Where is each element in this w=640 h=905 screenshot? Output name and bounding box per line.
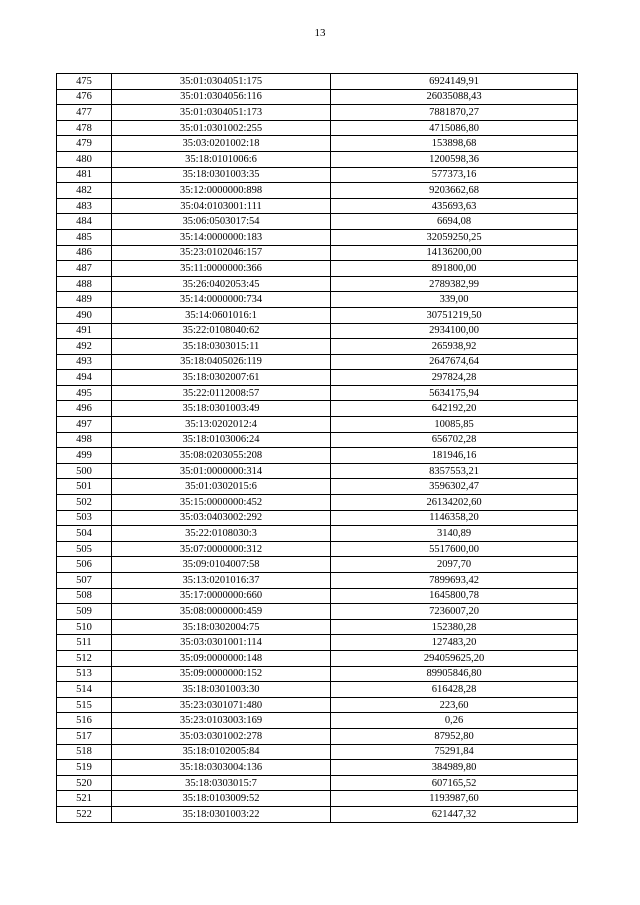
table-row bbox=[57, 791, 578, 807]
table-row bbox=[57, 650, 578, 666]
cadastral-number-cell: 35:18:0302004:75 bbox=[112, 619, 331, 635]
cadastral-number-cell: 35:09:0000000:152 bbox=[112, 666, 331, 682]
table-row bbox=[57, 666, 578, 682]
cadastral-number-cell: 35:03:0201002:18 bbox=[112, 136, 331, 152]
table-row bbox=[57, 760, 578, 776]
table-row bbox=[57, 495, 578, 511]
row-number-cell: 521 bbox=[57, 791, 112, 807]
table-row bbox=[57, 526, 578, 542]
value-cell: 7899693,42 bbox=[331, 573, 578, 589]
value-cell: 14136200,00 bbox=[331, 245, 578, 261]
row-number-cell: 494 bbox=[57, 370, 112, 386]
row-number-cell: 475 bbox=[57, 74, 112, 90]
cadastral-number-cell: 35:15:0000000:452 bbox=[112, 495, 331, 511]
cadastral-number-cell: 35:12:0000000:898 bbox=[112, 183, 331, 199]
cadastral-number-cell: 35:06:0503017:54 bbox=[112, 214, 331, 230]
cadastral-number-cell: 35:18:0103009:52 bbox=[112, 791, 331, 807]
table-row bbox=[57, 370, 578, 386]
cadastral-number-cell: 35:22:0108030:3 bbox=[112, 526, 331, 542]
row-number-cell: 484 bbox=[57, 214, 112, 230]
value-cell: 1645800,78 bbox=[331, 588, 578, 604]
row-number-cell: 505 bbox=[57, 541, 112, 557]
table-row bbox=[57, 604, 578, 620]
value-cell: 87952,80 bbox=[331, 728, 578, 744]
value-cell: 2789382,99 bbox=[331, 276, 578, 292]
row-number-cell: 488 bbox=[57, 276, 112, 292]
row-number-cell: 496 bbox=[57, 401, 112, 417]
row-number-cell: 508 bbox=[57, 588, 112, 604]
table-row bbox=[57, 229, 578, 245]
value-cell: 4715086,80 bbox=[331, 120, 578, 136]
table-body bbox=[57, 74, 578, 823]
row-number-cell: 485 bbox=[57, 229, 112, 245]
row-number-cell: 515 bbox=[57, 697, 112, 713]
value-cell: 9203662,68 bbox=[331, 183, 578, 199]
value-cell: 384989,80 bbox=[331, 760, 578, 776]
row-number-cell: 487 bbox=[57, 261, 112, 277]
row-number-cell: 522 bbox=[57, 806, 112, 822]
value-cell: 181946,16 bbox=[331, 448, 578, 464]
cadastral-number-cell: 35:03:0403002:292 bbox=[112, 510, 331, 526]
cadastral-number-cell: 35:18:0103006:24 bbox=[112, 432, 331, 448]
table-row bbox=[57, 744, 578, 760]
cadastral-number-cell: 35:04:0103001:111 bbox=[112, 198, 331, 214]
value-cell: 435693,63 bbox=[331, 198, 578, 214]
row-number-cell: 478 bbox=[57, 120, 112, 136]
cadastral-number-cell: 35:23:0301071:480 bbox=[112, 697, 331, 713]
row-number-cell: 492 bbox=[57, 339, 112, 355]
table-row bbox=[57, 682, 578, 698]
cadastral-number-cell: 35:01:0301002:255 bbox=[112, 120, 331, 136]
table-row bbox=[57, 417, 578, 433]
value-cell: 75291,84 bbox=[331, 744, 578, 760]
cadastral-number-cell: 35:23:0102046:157 bbox=[112, 245, 331, 261]
row-number-cell: 495 bbox=[57, 385, 112, 401]
table-row bbox=[57, 74, 578, 90]
value-cell: 577373,16 bbox=[331, 167, 578, 183]
cadastral-number-cell: 35:11:0000000:366 bbox=[112, 261, 331, 277]
table-row bbox=[57, 806, 578, 822]
row-number-cell: 506 bbox=[57, 557, 112, 573]
cadastral-number-cell: 35:18:0101006:6 bbox=[112, 151, 331, 167]
value-cell: 127483,20 bbox=[331, 635, 578, 651]
table-row bbox=[57, 105, 578, 121]
table-row bbox=[57, 151, 578, 167]
row-number-cell: 476 bbox=[57, 89, 112, 105]
table-row bbox=[57, 432, 578, 448]
value-cell: 2647674,64 bbox=[331, 354, 578, 370]
table-row bbox=[57, 728, 578, 744]
row-number-cell: 518 bbox=[57, 744, 112, 760]
table-row bbox=[57, 354, 578, 370]
cadastral-number-cell: 35:18:0303015:11 bbox=[112, 339, 331, 355]
cadastral-number-cell: 35:01:0304051:173 bbox=[112, 105, 331, 121]
value-cell: 7236007,20 bbox=[331, 604, 578, 620]
row-number-cell: 501 bbox=[57, 479, 112, 495]
cadastral-number-cell: 35:09:0104007:58 bbox=[112, 557, 331, 573]
row-number-cell: 490 bbox=[57, 307, 112, 323]
value-cell: 6924149,91 bbox=[331, 74, 578, 90]
row-number-cell: 483 bbox=[57, 198, 112, 214]
row-number-cell: 479 bbox=[57, 136, 112, 152]
table-row bbox=[57, 541, 578, 557]
cadastral-number-cell: 35:22:0108040:62 bbox=[112, 323, 331, 339]
row-number-cell: 514 bbox=[57, 682, 112, 698]
table-row bbox=[57, 510, 578, 526]
cadastral-number-cell: 35:08:0000000:459 bbox=[112, 604, 331, 620]
value-cell: 8357553,21 bbox=[331, 463, 578, 479]
value-cell: 3140,89 bbox=[331, 526, 578, 542]
value-cell: 1193987,60 bbox=[331, 791, 578, 807]
row-number-cell: 510 bbox=[57, 619, 112, 635]
value-cell: 294059625,20 bbox=[331, 650, 578, 666]
value-cell: 2934100,00 bbox=[331, 323, 578, 339]
table-row bbox=[57, 463, 578, 479]
row-number-cell: 480 bbox=[57, 151, 112, 167]
table-row bbox=[57, 401, 578, 417]
value-cell: 656702,28 bbox=[331, 432, 578, 448]
row-number-cell: 477 bbox=[57, 105, 112, 121]
row-number-cell: 516 bbox=[57, 713, 112, 729]
value-cell: 265938,92 bbox=[331, 339, 578, 355]
table-row bbox=[57, 697, 578, 713]
value-cell: 621447,32 bbox=[331, 806, 578, 822]
cadastral-number-cell: 35:18:0102005:84 bbox=[112, 744, 331, 760]
cadastral-number-cell: 35:26:0402053:45 bbox=[112, 276, 331, 292]
value-cell: 30751219,50 bbox=[331, 307, 578, 323]
cadastral-number-cell: 35:01:0304051:175 bbox=[112, 74, 331, 90]
page-number: 13 bbox=[314, 27, 326, 39]
row-number-cell: 481 bbox=[57, 167, 112, 183]
value-cell: 642192,20 bbox=[331, 401, 578, 417]
value-cell: 1146358,20 bbox=[331, 510, 578, 526]
value-cell: 32059250,25 bbox=[331, 229, 578, 245]
row-number-cell: 491 bbox=[57, 323, 112, 339]
row-number-cell: 509 bbox=[57, 604, 112, 620]
table-row bbox=[57, 323, 578, 339]
cadastral-number-cell: 35:14:0601016:1 bbox=[112, 307, 331, 323]
table-row bbox=[57, 292, 578, 308]
value-cell: 223,60 bbox=[331, 697, 578, 713]
table-row bbox=[57, 183, 578, 199]
table-row bbox=[57, 276, 578, 292]
cadastral-number-cell: 35:08:0203055:208 bbox=[112, 448, 331, 464]
table-row bbox=[57, 214, 578, 230]
value-cell: 153898,68 bbox=[331, 136, 578, 152]
table-row bbox=[57, 635, 578, 651]
row-number-cell: 486 bbox=[57, 245, 112, 261]
value-cell: 339,00 bbox=[331, 292, 578, 308]
table-row bbox=[57, 261, 578, 277]
value-cell: 26134202,60 bbox=[331, 495, 578, 511]
row-number-cell: 511 bbox=[57, 635, 112, 651]
value-cell: 891800,00 bbox=[331, 261, 578, 277]
row-number-cell: 520 bbox=[57, 775, 112, 791]
cadastral-number-cell: 35:18:0302007:61 bbox=[112, 370, 331, 386]
value-cell: 616428,28 bbox=[331, 682, 578, 698]
value-cell: 6694,08 bbox=[331, 214, 578, 230]
row-number-cell: 497 bbox=[57, 417, 112, 433]
value-cell: 0,26 bbox=[331, 713, 578, 729]
value-cell: 3596302,47 bbox=[331, 479, 578, 495]
table-row bbox=[57, 339, 578, 355]
cadastral-number-cell: 35:17:0000000:660 bbox=[112, 588, 331, 604]
cadastral-number-cell: 35:03:0301002:278 bbox=[112, 728, 331, 744]
row-number-cell: 489 bbox=[57, 292, 112, 308]
table-row bbox=[57, 557, 578, 573]
value-cell: 7881870,27 bbox=[331, 105, 578, 121]
table-row bbox=[57, 385, 578, 401]
value-cell: 26035088,43 bbox=[331, 89, 578, 105]
row-number-cell: 498 bbox=[57, 432, 112, 448]
table-row bbox=[57, 167, 578, 183]
table-row bbox=[57, 89, 578, 105]
table-row bbox=[57, 307, 578, 323]
value-cell: 5517600,00 bbox=[331, 541, 578, 557]
table-row bbox=[57, 713, 578, 729]
cadastral-number-cell: 35:14:0000000:183 bbox=[112, 229, 331, 245]
row-number-cell: 507 bbox=[57, 573, 112, 589]
cadastral-number-cell: 35:13:0201016:37 bbox=[112, 573, 331, 589]
cadastral-number-cell: 35:01:0304056:116 bbox=[112, 89, 331, 105]
table-row bbox=[57, 619, 578, 635]
table-row bbox=[57, 775, 578, 791]
row-number-cell: 513 bbox=[57, 666, 112, 682]
cadastral-number-cell: 35:01:0302015:6 bbox=[112, 479, 331, 495]
value-cell: 2097,70 bbox=[331, 557, 578, 573]
row-number-cell: 500 bbox=[57, 463, 112, 479]
cadastral-number-cell: 35:03:0301001:114 bbox=[112, 635, 331, 651]
cadastral-number-cell: 35:18:0301003:49 bbox=[112, 401, 331, 417]
value-cell: 152380,28 bbox=[331, 619, 578, 635]
cadastral-number-cell: 35:18:0405026:119 bbox=[112, 354, 331, 370]
row-number-cell: 512 bbox=[57, 650, 112, 666]
cadastral-number-cell: 35:01:0000000:314 bbox=[112, 463, 331, 479]
row-number-cell: 503 bbox=[57, 510, 112, 526]
row-number-cell: 499 bbox=[57, 448, 112, 464]
value-cell: 89905846,80 bbox=[331, 666, 578, 682]
row-number-cell: 482 bbox=[57, 183, 112, 199]
value-cell: 607165,52 bbox=[331, 775, 578, 791]
table-row bbox=[57, 120, 578, 136]
table-row bbox=[57, 588, 578, 604]
row-number-cell: 493 bbox=[57, 354, 112, 370]
cadastral-number-cell: 35:13:0202012:4 bbox=[112, 417, 331, 433]
cadastral-number-cell: 35:23:0103003:169 bbox=[112, 713, 331, 729]
table-row bbox=[57, 136, 578, 152]
value-cell: 5634175,94 bbox=[331, 385, 578, 401]
table-row bbox=[57, 448, 578, 464]
table-row bbox=[57, 479, 578, 495]
cadastral-number-cell: 35:18:0301003:22 bbox=[112, 806, 331, 822]
row-number-cell: 504 bbox=[57, 526, 112, 542]
value-cell: 10085,85 bbox=[331, 417, 578, 433]
cadastral-number-cell: 35:18:0301003:35 bbox=[112, 167, 331, 183]
cadastral-number-cell: 35:18:0303015:7 bbox=[112, 775, 331, 791]
value-cell: 297824,28 bbox=[331, 370, 578, 386]
cadastral-number-cell: 35:14:0000000:734 bbox=[112, 292, 331, 308]
cadastral-value-table bbox=[56, 73, 578, 823]
row-number-cell: 517 bbox=[57, 728, 112, 744]
table-row bbox=[57, 198, 578, 214]
cadastral-number-cell: 35:09:0000000:148 bbox=[112, 650, 331, 666]
value-cell: 1200598,36 bbox=[331, 151, 578, 167]
cadastral-number-cell: 35:22:0112008:57 bbox=[112, 385, 331, 401]
row-number-cell: 502 bbox=[57, 495, 112, 511]
cadastral-number-cell: 35:18:0303004:136 bbox=[112, 760, 331, 776]
cadastral-number-cell: 35:07:0000000:312 bbox=[112, 541, 331, 557]
cadastral-number-cell: 35:18:0301003:30 bbox=[112, 682, 331, 698]
table-row bbox=[57, 245, 578, 261]
row-number-cell: 519 bbox=[57, 760, 112, 776]
table-row bbox=[57, 573, 578, 589]
